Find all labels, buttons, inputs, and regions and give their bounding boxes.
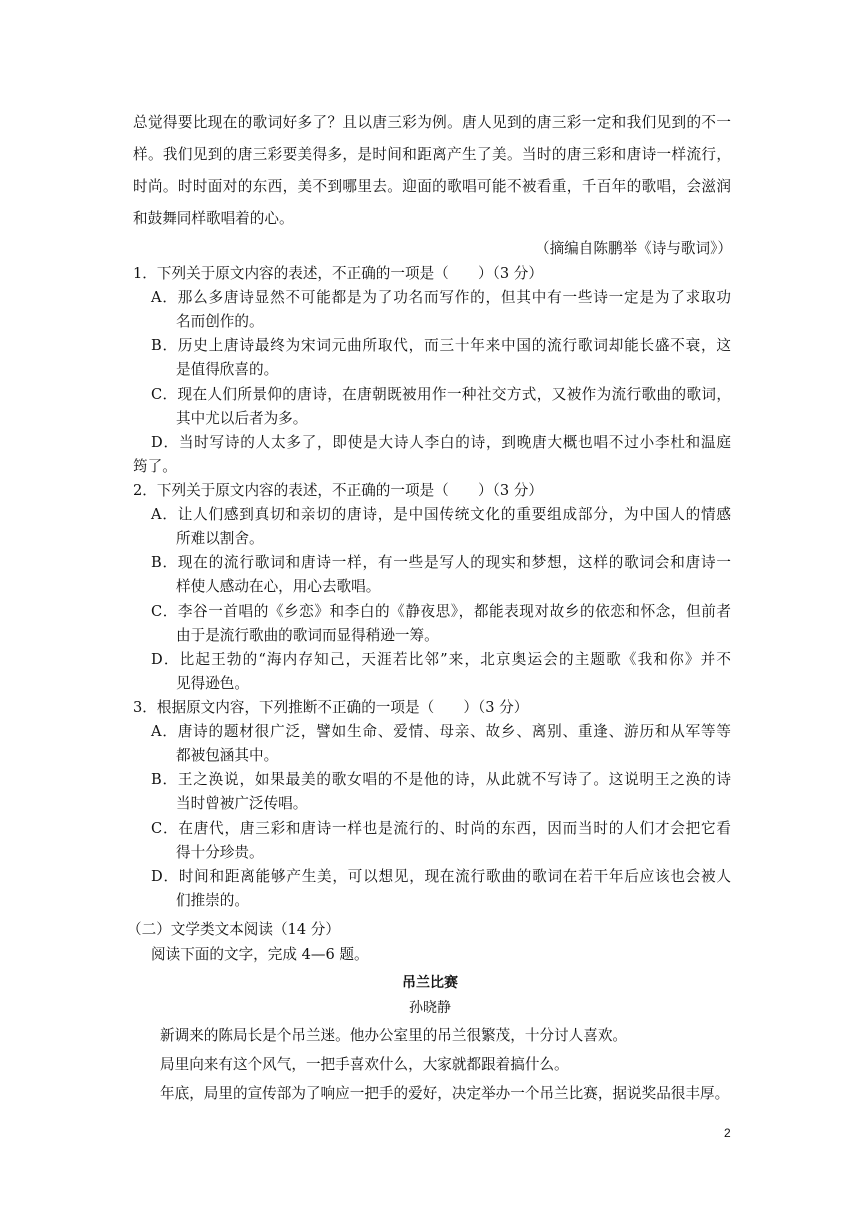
q1-option-c: C．现在人们所景仰的唐诗，在唐朝既被用作一种社交方式，又被作为流行歌曲的歌词，: [151, 386, 731, 403]
q1-option-d: D．当时写诗的人太多了，即使是大诗人李白的诗，到晚唐大概也唱不过小李杜和温庭: [151, 434, 731, 451]
intro-line-2: 样。我们见到的唐三彩要美得多，是时间和距离产生了美。当时的唐三彩和唐诗一样流行，: [133, 146, 731, 163]
q3-option-b: B．王之涣说，如果最美的歌女唱的不是他的诗，从此就不写诗了。这说明王之涣的诗: [151, 771, 731, 788]
section-heading: （二）文学类文本阅读（14 分）: [127, 921, 340, 938]
story-paragraph-3: 年底，局里的宣传部为了响应一把手的爱好，决定举办一个吊兰比赛，据说奖品很丰厚。: [160, 1085, 730, 1102]
q2-option-c-cont: 由于是流行歌曲的歌词而显得稍逊一筹。: [176, 627, 439, 644]
story-title: 吊兰比赛: [402, 975, 458, 991]
q2-option-a-cont: 所难以割舍。: [176, 530, 264, 547]
q3-option-d: D．时间和距离能够产生美，可以想见，现在流行歌曲的歌词在若干年后应该也会被人: [151, 868, 731, 885]
story-paragraph-1: 新调来的陈局长是个吊兰迷。他办公室里的吊兰很繁茂，十分讨人喜欢。: [160, 1027, 628, 1044]
source-note: （摘编自陈鹏举《诗与歌词》）: [534, 240, 732, 257]
q2-option-a: A．让人们感到真切和亲切的唐诗，是中国传统文化的重要组成部分，为中国人的情感: [151, 506, 731, 523]
question-1-stem: 1．下列关于原文内容的表述，不正确的一项是（ ）（3 分）: [133, 265, 543, 282]
q3-option-d-cont: 们推崇的。: [176, 892, 249, 909]
q1-option-d-cont: 筠了。: [133, 458, 177, 475]
q1-option-a: A．那么多唐诗显然不可能都是为了功名而写作的，但其中有一些诗一定是为了求取功: [151, 289, 731, 306]
q3-option-c: C．在唐代，唐三彩和唐诗一样也是流行的、时尚的东西，因而当时的人们才会把它看: [151, 820, 731, 837]
page-number: 2: [724, 1126, 731, 1140]
q3-option-b-cont: 当时曾被广泛传唱。: [176, 795, 308, 812]
intro-line-1: 总觉得要比现在的歌词好多了？且以唐三彩为例。唐人见到的唐三彩一定和我们见到的不一: [133, 114, 731, 131]
q3-option-a: A．唐诗的题材很广泛，譬如生命、爱情、母亲、故乡、离别、重逢、游历和从军等等: [151, 723, 731, 740]
q1-option-a-cont: 名而创作的。: [176, 313, 264, 330]
q1-option-c-cont: 其中尤以后者为多。: [176, 410, 308, 427]
q2-option-d: D．比起王勃的“海内存知己，天涯若比邻”来，北京奥运会的主题歌《我和你》并不: [151, 651, 731, 668]
q1-option-b-cont: 是值得欣喜的。: [176, 361, 279, 378]
q2-option-d-cont: 见得逊色。: [176, 675, 249, 692]
q3-option-a-cont: 都被包涵其中。: [176, 747, 279, 764]
q3-option-c-cont: 得十分珍贵。: [176, 844, 264, 861]
question-3-stem: 3．根据原文内容，下列推断不正确的一项是（ ）（3 分）: [133, 699, 529, 716]
question-2-stem: 2．下列关于原文内容的表述，不正确的一项是（ ）（3 分）: [133, 482, 543, 499]
q2-option-b: B．现在的流行歌词和唐诗一样，有一些是写人的现实和梦想，这样的歌词会和唐诗一: [151, 554, 731, 571]
story-author: 孙晓静: [409, 1000, 451, 1016]
q1-option-b: B．历史上唐诗最终为宋词元曲所取代，而三十年来中国的流行歌词却能长盛不衰，这: [151, 337, 731, 354]
instruction-text: 阅读下面的文字，完成 4—6 题。: [151, 946, 369, 963]
story-paragraph-2: 局里向来有这个风气，一把手喜欢什么，大家就都跟着搞什么。: [160, 1056, 569, 1073]
intro-line-3: 时尚。时时面对的东西，美不到哪里去。迎面的歌唱可能不被看重，千百年的歌唱，会滋润: [133, 178, 731, 195]
q2-option-c: C．李谷一首唱的《乡恋》和李白的《静夜思》，都能表现对故乡的依恋和怀念，但前者: [151, 603, 731, 620]
q2-option-b-cont: 样使人感动在心，用心去歌唱。: [176, 578, 381, 595]
intro-line-4: 和鼓舞同样歌唱着的心。: [133, 210, 294, 227]
